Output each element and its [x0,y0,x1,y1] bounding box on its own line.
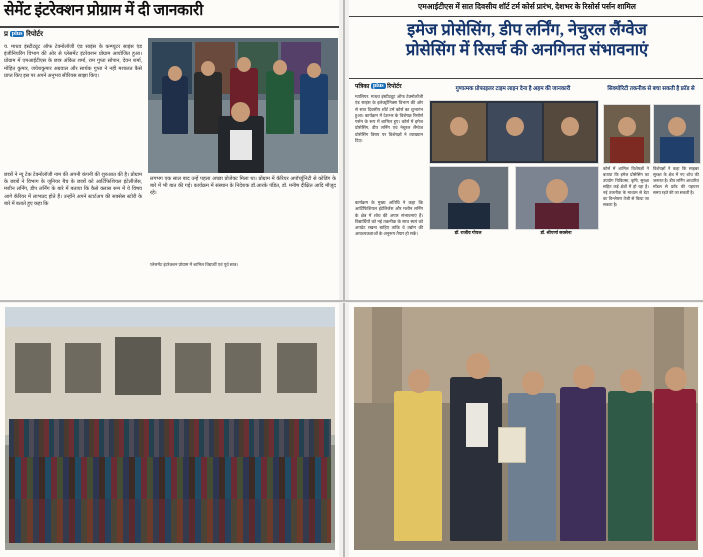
headline-rule [0,26,339,28]
plus-logo: plus [372,83,384,89]
portrait-caption-2: डॉ. श्रीपर्णा सक्सेना [540,230,572,235]
speaker-photo-2 [653,104,701,164]
online-meeting-photo [429,100,599,164]
vertical-divider-bottom [343,303,345,557]
byline-prefix: पत्रिका [355,84,370,90]
side-text-right: विशेषज्ञों ने कहा कि साइबर सुरक्षा के क्षेत्र में नए शोध की जरूरत है। डीप लर्निंग आधारित मॉडल से फ्रॉड की पहचान समय रहते की जा सकती है। [653,166,699,195]
group-photo-campus [5,307,335,550]
bottom-right-photo-block [349,303,703,557]
top-left-paragraph-3: लगभग एक साल बाद उन्हें पहला अच्छा प्रोजेक्ट मिला था। प्रोग्राम में कॅरियर अपॉर्च्युनिटी से कोडिंग के बारे में भी बात की गई। कार्यक्रम में संस्थान के निदेशक डॉ.आरके पंडित, डॉ. मनीष दीक्षित आदि मौजूद रहे। [150,176,336,197]
headline-line-2: प्रोसेसिंग में रिसर्च की अनगिनत संभावनाएं [405,40,649,60]
sub-heading-2: सिक्योरिटी तकनीक से बचा सकती है फ्रॉड से [607,86,695,92]
top-right-column-1: ग्वालियर. माधव इंस्टीट्यूट ऑफ टेक्नोलॉजी एंड साइंस के इलेक्ट्रॉनिक्स विभाग की ओर से सात दिवसीय शॉर्ट टर्म कोर्स का शुभारंभ हुआ। कार्यक्रम में देशभर के विशेषज्ञ रिसोर्स पर्सन के रूप में शामिल हुए। कोर्स में इमेज प्रोसेसिंग, डीप लर्निंग एवं नेचुरल लैंग्वेज प्रोसेसिंग विषय पर विशेषज्ञों ने व्याख्यान दिए। [355,94,423,143]
top-left-headline: सेमेंट इंटरेक्शन प्रोग्राम में दी जानकारी [4,2,204,19]
top-left-byline [4,30,43,39]
top-left-paragraph-1: य. माधव इंस्टीट्यूट ऑफ टेक्नोलॉजी एंड साइंस के कम्प्यूटर साइंस एंड इंजीनियरिंग विभाग की ओर से प्लेसमेंट इंटरेक्शन प्रोग्राम आयोजित हुआ। प्रोग्राम में एमआईटीएस के छात्र अंकित शर्मा, राम गुप्ता सोपान, देवन शर्मा, मोहित कुमार, जयेशकुमार अग्रवाल और सार्थक गुप्ता ने नही मशालत कैसे प्राप्त किए इस पर अपने अनुभव सीरियस साझा किए। [4,44,142,79]
top-left-paragraph-2: छात्रों ने न्यू टेक टेक्नोलॉजी नाम की अपनी कंपनी की शुरुआत की है। प्रोग्राम के छात्रों ने विभाग के जूनियर बैच के छात्रों को आर्टिफिशियल इंटेलीजेंस, मशीन लर्निंग, डीप लर्निंग के बारे में बताया कि कैसे क्लास रूम में ये विषय आगे कॅरियर में लाभप्रद होते हैं। उन्होंने अपने स्टार्टअप की सक्सेस स्टोरी के बारे में बताते हुए कहा कि [4,172,142,207]
bottom-left-photo-block [0,303,339,557]
byline-prefix: प्र [4,30,8,38]
felicitation-photo [354,307,698,550]
top-left-article [0,0,339,300]
sub-heading-1: गुणात्मक प्रोफाइलर टाइम लाइन देना है अहम की जानकारी [455,86,571,92]
headline-line-1: इमेज प्रोसेसिंग, डीप लर्निंग, नेचुरल लैंग्वेज [407,20,647,39]
top-right-byline [355,82,402,90]
top-left-photo-caption: प्लेसमेंट इंटरेक्शन प्रोग्राम में शामिल विद्यार्थी एवं पूर्व छात्र। [150,262,239,267]
horizontal-divider [0,300,703,302]
top-right-column-2: कार्यक्रम के मुख्य अतिथि ने कहा कि आर्टिफिशियल इंटेलिजेंस और मशीन लर्निंग के क्षेत्र में शोध की अपार संभावनाएं हैं। विद्यार्थियों को नई तकनीक के साथ स्वयं को अपडेट रखना चाहिए ताकि वे उद्योग की आवश्यकताओं के अनुरूप तैयार हो सकें। [355,200,423,237]
top-left-photo [148,38,338,173]
plus-logo: plus [11,31,23,37]
side-text-left: कोर्स में शामिल विशेषज्ञों ने बताया कि इमेज प्रोसेसिंग का उपयोग चिकित्सा, कृषि, सुरक्षा सहित कई क्षेत्रों में हो रहा है। नई तकनीक के माध्यम से डेटा का विश्लेषण तेजी से किया जा सकता है। [603,166,649,207]
kicker-rule [349,16,703,17]
portrait-photo-1 [429,166,509,230]
top-right-headline [355,20,699,60]
byline-suffix: रिपोर्टर [387,84,402,90]
vertical-divider-top [343,0,345,300]
speaker-photo-1 [603,104,651,164]
headline-rule-2 [349,78,703,79]
portrait-caption-1: डॉ. राजीव गोयल [454,230,482,235]
top-right-article [349,0,703,300]
top-right-kicker: एमआईटीएस में सात दिवसीय शॉर्ट टर्म कोर्स प्रारंभ, देशभर के रिसोर्स पर्सन शामिल [418,2,636,11]
byline-suffix: रिपोर्टर [26,30,44,38]
portrait-photo-2 [515,166,599,230]
